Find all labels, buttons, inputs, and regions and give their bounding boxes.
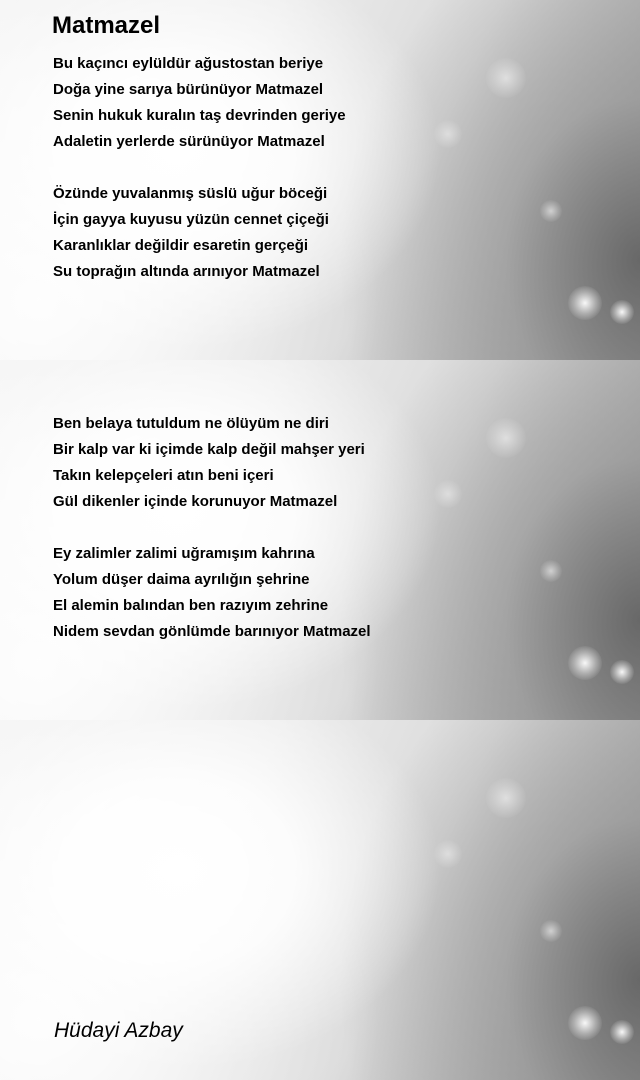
poem-author: Hüdayi Azbay	[54, 1019, 183, 1042]
poem-line: Bir kalp var ki içimde kalp değil mahşer yeri	[53, 441, 365, 458]
bokeh-light	[486, 58, 526, 98]
bokeh-light	[540, 560, 562, 582]
poem-line: Ben belaya tutuldum ne ölüyüm ne diri	[53, 415, 329, 432]
poem-line: Nidem sevdan gönlümde barınıyor Matmazel	[53, 623, 371, 640]
poem-title: Matmazel	[52, 12, 161, 39]
poem-panel-1	[0, 0, 640, 360]
bokeh-light	[434, 480, 462, 508]
bokeh-light	[434, 120, 462, 148]
poem-panel-3	[0, 720, 640, 1080]
poem-line: Ey zalimler zalimi uğramışım kahrına	[53, 545, 315, 562]
poem-line: Su toprağın altında arınıyor Matmazel	[53, 263, 320, 280]
poem-line: Bu kaçıncı eylüldür ağustostan beriye	[53, 55, 324, 72]
poem-line: Özünde yuvalanmış süslü uğur böceği	[53, 185, 328, 202]
poem-line: Doğa yine sarıya bürünüyor Matmazel	[53, 81, 324, 98]
poem-line: Karanlıklar değildir esaretin gerçeği	[53, 237, 309, 254]
bokeh-light	[610, 1020, 634, 1044]
poem-line: Senin hukuk kuralın taş devrinden geriye	[53, 107, 346, 124]
stanza-1	[53, 51, 346, 155]
poem-line: İçin gayya kuyusu yüzün cennet çiçeği	[53, 211, 329, 228]
poem-line: Takın kelepçeleri atın beni içeri	[53, 467, 274, 484]
poem-panel-2	[0, 360, 640, 720]
stanza-3	[53, 411, 365, 515]
stanza-4	[53, 541, 371, 645]
bokeh-light	[568, 646, 602, 680]
bokeh-light	[540, 920, 562, 942]
bokeh-light	[610, 660, 634, 684]
poem-line: Yolum düşer daima ayrılığın şehrine	[53, 571, 310, 588]
bokeh-light	[540, 200, 562, 222]
bokeh-light	[486, 778, 526, 818]
bokeh-light	[568, 286, 602, 320]
bokeh-light	[486, 418, 526, 458]
poem-line: Adaletin yerlerde sürünüyor Matmazel	[53, 133, 325, 150]
stanza-2	[53, 181, 329, 285]
poem-line: El alemin balından ben razıyım zehrine	[53, 597, 329, 614]
bokeh-light	[568, 1006, 602, 1040]
bokeh-light	[434, 840, 462, 868]
bokeh-light	[610, 300, 634, 324]
poem-line: Gül dikenler içinde korunuyor Matmazel	[53, 493, 338, 510]
